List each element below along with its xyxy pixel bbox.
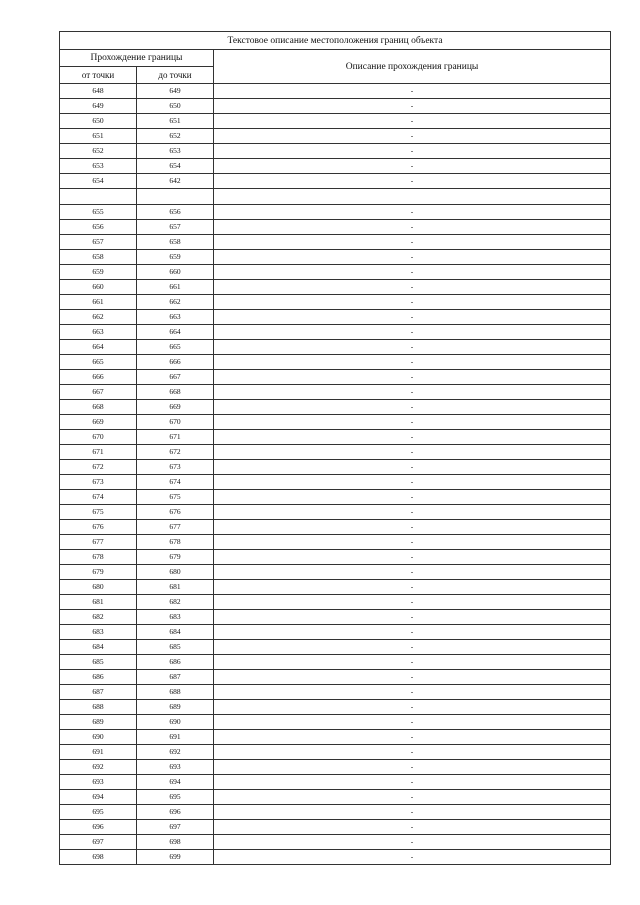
cell-from-point: 662 bbox=[60, 310, 137, 325]
cell-from-point: 698 bbox=[60, 850, 137, 865]
table-row bbox=[60, 520, 611, 535]
table-row bbox=[60, 715, 611, 730]
cell-from-point: 665 bbox=[60, 355, 137, 370]
cell-to-point: 652 bbox=[137, 129, 214, 144]
cell-to-point: 650 bbox=[137, 99, 214, 114]
cell-description: - bbox=[214, 505, 611, 520]
boundary-table bbox=[59, 31, 611, 865]
cell-to-point: 670 bbox=[137, 415, 214, 430]
cell-from-point: 683 bbox=[60, 625, 137, 640]
cell-to-point: 682 bbox=[137, 595, 214, 610]
cell-to-point: 674 bbox=[137, 475, 214, 490]
cell-to-point: 669 bbox=[137, 400, 214, 415]
cell-description: - bbox=[214, 295, 611, 310]
table-row bbox=[60, 835, 611, 850]
cell-from-point: 663 bbox=[60, 325, 137, 340]
cell-to-point: 663 bbox=[137, 310, 214, 325]
cell-to-point: 685 bbox=[137, 640, 214, 655]
cell-from-point: 680 bbox=[60, 580, 137, 595]
cell-to-point: 657 bbox=[137, 220, 214, 235]
table-row bbox=[60, 565, 611, 580]
cell-to-point: 666 bbox=[137, 355, 214, 370]
cell-description: - bbox=[214, 835, 611, 850]
cell-description: - bbox=[214, 310, 611, 325]
table-row bbox=[60, 610, 611, 625]
cell-description: - bbox=[214, 565, 611, 580]
boundary-description-document bbox=[59, 31, 610, 865]
table-row bbox=[60, 820, 611, 835]
cell-to-point: 693 bbox=[137, 760, 214, 775]
table-body bbox=[60, 84, 611, 865]
cell-description: - bbox=[214, 550, 611, 565]
cell-to-point: 661 bbox=[137, 280, 214, 295]
cell-to-point: 662 bbox=[137, 295, 214, 310]
table-row bbox=[60, 295, 611, 310]
cell-from-point: 678 bbox=[60, 550, 137, 565]
cell-description: - bbox=[214, 640, 611, 655]
table-row bbox=[60, 174, 611, 189]
table-row bbox=[60, 460, 611, 475]
cell-from-point: 685 bbox=[60, 655, 137, 670]
cell-from-point: 658 bbox=[60, 250, 137, 265]
cell-to-point: 671 bbox=[137, 430, 214, 445]
cell-description: - bbox=[214, 280, 611, 295]
cell-to-point: 656 bbox=[137, 205, 214, 220]
cell-from-point: 661 bbox=[60, 295, 137, 310]
cell-to-point: 660 bbox=[137, 265, 214, 280]
cell-description: - bbox=[214, 430, 611, 445]
table-row bbox=[60, 235, 611, 250]
cell-to-point: 689 bbox=[137, 700, 214, 715]
table-row bbox=[60, 430, 611, 445]
cell-from-point: 675 bbox=[60, 505, 137, 520]
table-row bbox=[60, 114, 611, 129]
cell-description: - bbox=[214, 610, 611, 625]
cell-from-point: 672 bbox=[60, 460, 137, 475]
table-row bbox=[60, 250, 611, 265]
table-row bbox=[60, 595, 611, 610]
cell-to-point: 683 bbox=[137, 610, 214, 625]
group-header-boundary-passage: Прохождение границы bbox=[60, 50, 214, 67]
column-header-to-point: до точки bbox=[137, 67, 214, 84]
cell-from-point: 653 bbox=[60, 159, 137, 174]
cell-description: - bbox=[214, 730, 611, 745]
cell-description: - bbox=[214, 370, 611, 385]
table-row bbox=[60, 415, 611, 430]
cell-to-point: 690 bbox=[137, 715, 214, 730]
table-row bbox=[60, 580, 611, 595]
cell-description: - bbox=[214, 445, 611, 460]
cell-from-point: 649 bbox=[60, 99, 137, 114]
table-row bbox=[60, 385, 611, 400]
cell-description: - bbox=[214, 535, 611, 550]
cell-description: - bbox=[214, 655, 611, 670]
table-row bbox=[60, 205, 611, 220]
cell-from-point: 667 bbox=[60, 385, 137, 400]
table-row bbox=[60, 805, 611, 820]
cell-to-point: 653 bbox=[137, 144, 214, 159]
cell-to-point: 676 bbox=[137, 505, 214, 520]
cell-to-point: 665 bbox=[137, 340, 214, 355]
cell-description: - bbox=[214, 114, 611, 129]
cell-description: - bbox=[214, 625, 611, 640]
cell-to-point: 642 bbox=[137, 174, 214, 189]
table-row bbox=[60, 325, 611, 340]
cell-from-point: 648 bbox=[60, 84, 137, 99]
cell-to-point: 668 bbox=[137, 385, 214, 400]
table-row bbox=[60, 670, 611, 685]
table-row bbox=[60, 760, 611, 775]
cell-to-point: 687 bbox=[137, 670, 214, 685]
cell-from-point: 650 bbox=[60, 114, 137, 129]
cell-from-point: 681 bbox=[60, 595, 137, 610]
cell-to-point: 664 bbox=[137, 325, 214, 340]
cell-from-point: 666 bbox=[60, 370, 137, 385]
cell-to-point: 684 bbox=[137, 625, 214, 640]
cell-from-point: 679 bbox=[60, 565, 137, 580]
cell-description: - bbox=[214, 159, 611, 174]
table-row bbox=[60, 745, 611, 760]
cell-from-point: 664 bbox=[60, 340, 137, 355]
table-row bbox=[60, 730, 611, 745]
table-title: Текстовое описание местоположения границ объекта bbox=[60, 32, 611, 50]
cell-description: - bbox=[214, 475, 611, 490]
cell-from-point: 668 bbox=[60, 400, 137, 415]
cell-to-point: 697 bbox=[137, 820, 214, 835]
cell-from-point: 654 bbox=[60, 174, 137, 189]
cell-to-point: 667 bbox=[137, 370, 214, 385]
cell-description: - bbox=[214, 715, 611, 730]
cell-from-point: 659 bbox=[60, 265, 137, 280]
cell-from-point: 656 bbox=[60, 220, 137, 235]
cell-description: - bbox=[214, 490, 611, 505]
cell-description: - bbox=[214, 760, 611, 775]
table-row bbox=[60, 355, 611, 370]
table-row bbox=[60, 775, 611, 790]
cell-from-point: 655 bbox=[60, 205, 137, 220]
cell-description: - bbox=[214, 670, 611, 685]
cell-description: - bbox=[214, 355, 611, 370]
cell-from-point: 687 bbox=[60, 685, 137, 700]
cell-to-point: 699 bbox=[137, 850, 214, 865]
cell-from-point: 695 bbox=[60, 805, 137, 820]
table-row bbox=[60, 655, 611, 670]
cell-to-point: 698 bbox=[137, 835, 214, 850]
cell-to-point bbox=[137, 189, 214, 205]
cell-description: - bbox=[214, 340, 611, 355]
table-row bbox=[60, 129, 611, 144]
table-row bbox=[60, 159, 611, 174]
cell-description: - bbox=[214, 775, 611, 790]
cell-description: - bbox=[214, 415, 611, 430]
cell-to-point: 659 bbox=[137, 250, 214, 265]
cell-to-point: 651 bbox=[137, 114, 214, 129]
table-row bbox=[60, 84, 611, 99]
cell-description: - bbox=[214, 99, 611, 114]
cell-description: - bbox=[214, 265, 611, 280]
cell-to-point: 695 bbox=[137, 790, 214, 805]
cell-description: - bbox=[214, 144, 611, 159]
cell-from-point: 677 bbox=[60, 535, 137, 550]
table-row bbox=[60, 640, 611, 655]
cell-from-point: 676 bbox=[60, 520, 137, 535]
cell-to-point: 649 bbox=[137, 84, 214, 99]
cell-from-point: 651 bbox=[60, 129, 137, 144]
cell-from-point: 671 bbox=[60, 445, 137, 460]
cell-to-point: 688 bbox=[137, 685, 214, 700]
cell-description: - bbox=[214, 595, 611, 610]
cell-from-point: 694 bbox=[60, 790, 137, 805]
cell-description: - bbox=[214, 325, 611, 340]
table-row bbox=[60, 310, 611, 325]
table-row bbox=[60, 340, 611, 355]
table-row bbox=[60, 99, 611, 114]
table-row bbox=[60, 790, 611, 805]
column-header-description: Описание прохождения границы bbox=[214, 50, 611, 84]
cell-to-point: 694 bbox=[137, 775, 214, 790]
table-row bbox=[60, 475, 611, 490]
cell-description: - bbox=[214, 220, 611, 235]
cell-description: - bbox=[214, 205, 611, 220]
table-row bbox=[60, 550, 611, 565]
cell-description: - bbox=[214, 460, 611, 475]
table-row bbox=[60, 265, 611, 280]
cell-from-point: 657 bbox=[60, 235, 137, 250]
cell-description: - bbox=[214, 805, 611, 820]
cell-description: - bbox=[214, 174, 611, 189]
cell-description: - bbox=[214, 385, 611, 400]
table-row bbox=[60, 189, 611, 205]
table-row bbox=[60, 700, 611, 715]
cell-description: - bbox=[214, 84, 611, 99]
cell-from-point: 652 bbox=[60, 144, 137, 159]
table-row bbox=[60, 400, 611, 415]
cell-to-point: 679 bbox=[137, 550, 214, 565]
cell-to-point: 673 bbox=[137, 460, 214, 475]
cell-description: - bbox=[214, 850, 611, 865]
cell-description: - bbox=[214, 400, 611, 415]
cell-description: - bbox=[214, 235, 611, 250]
cell-from-point: 697 bbox=[60, 835, 137, 850]
cell-from-point: 669 bbox=[60, 415, 137, 430]
cell-description: - bbox=[214, 790, 611, 805]
cell-from-point: 674 bbox=[60, 490, 137, 505]
cell-from-point: 670 bbox=[60, 430, 137, 445]
cell-to-point: 672 bbox=[137, 445, 214, 460]
table-row bbox=[60, 280, 611, 295]
table-row bbox=[60, 220, 611, 235]
cell-to-point: 692 bbox=[137, 745, 214, 760]
table-row bbox=[60, 505, 611, 520]
cell-description: - bbox=[214, 685, 611, 700]
cell-from-point: 693 bbox=[60, 775, 137, 790]
cell-to-point: 678 bbox=[137, 535, 214, 550]
cell-to-point: 680 bbox=[137, 565, 214, 580]
cell-from-point: 692 bbox=[60, 760, 137, 775]
cell-from-point: 688 bbox=[60, 700, 137, 715]
cell-from-point: 689 bbox=[60, 715, 137, 730]
cell-description: - bbox=[214, 820, 611, 835]
cell-from-point bbox=[60, 189, 137, 205]
cell-to-point: 675 bbox=[137, 490, 214, 505]
column-header-from-point: от точки bbox=[60, 67, 137, 84]
cell-from-point: 691 bbox=[60, 745, 137, 760]
cell-to-point: 696 bbox=[137, 805, 214, 820]
cell-from-point: 686 bbox=[60, 670, 137, 685]
cell-description: - bbox=[214, 700, 611, 715]
cell-from-point: 660 bbox=[60, 280, 137, 295]
cell-description: - bbox=[214, 580, 611, 595]
cell-to-point: 677 bbox=[137, 520, 214, 535]
table-row bbox=[60, 144, 611, 159]
cell-to-point: 691 bbox=[137, 730, 214, 745]
cell-from-point: 696 bbox=[60, 820, 137, 835]
table-row bbox=[60, 490, 611, 505]
table-row bbox=[60, 625, 611, 640]
cell-description: - bbox=[214, 129, 611, 144]
table-row bbox=[60, 370, 611, 385]
cell-from-point: 682 bbox=[60, 610, 137, 625]
table-row bbox=[60, 850, 611, 865]
cell-to-point: 654 bbox=[137, 159, 214, 174]
cell-from-point: 690 bbox=[60, 730, 137, 745]
cell-description bbox=[214, 189, 611, 205]
cell-to-point: 686 bbox=[137, 655, 214, 670]
table-row bbox=[60, 445, 611, 460]
cell-from-point: 673 bbox=[60, 475, 137, 490]
cell-description: - bbox=[214, 745, 611, 760]
cell-description: - bbox=[214, 520, 611, 535]
cell-to-point: 681 bbox=[137, 580, 214, 595]
table-row bbox=[60, 685, 611, 700]
cell-to-point: 658 bbox=[137, 235, 214, 250]
table-row bbox=[60, 535, 611, 550]
cell-from-point: 684 bbox=[60, 640, 137, 655]
cell-description: - bbox=[214, 250, 611, 265]
